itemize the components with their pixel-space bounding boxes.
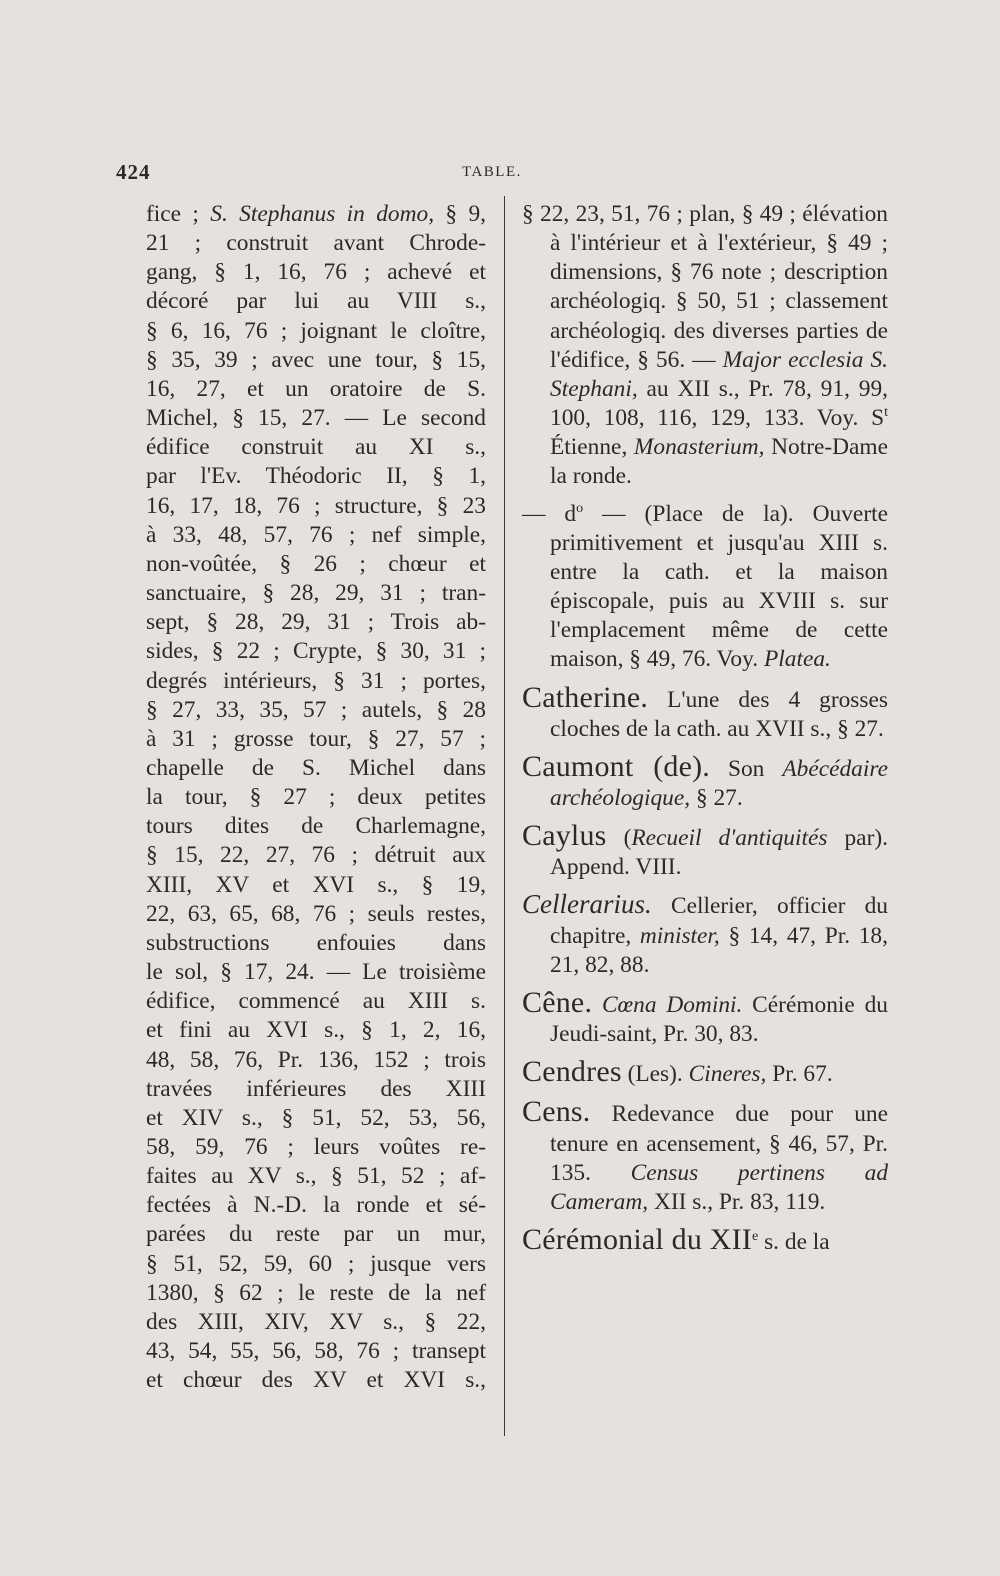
text-line: à 31 ; grosse tour, § 27, 57 ; — [146, 725, 486, 752]
entry-text: ( — [606, 825, 632, 852]
entry-text: Étienne, — [550, 434, 634, 461]
entry-latin-term: Cineres, — [688, 1061, 767, 1088]
text-line: XIII, XV et XVI s., § 19, — [146, 871, 486, 898]
text-line: sept, § 28, 29, 31 ; Trois ab- — [146, 609, 486, 636]
entry-text: au XII s., Pr. 78, 91, 99, 100, 108, 116, 129, 133. Voy. S — [550, 375, 888, 432]
text-line: édifice, commencé au XIII s. — [146, 988, 486, 1015]
index-entry-cens — [522, 1097, 888, 1217]
text-line: parées du reste par un mur, — [146, 1221, 486, 1248]
text-line: chapelle de S. Michel dans — [146, 754, 486, 781]
text-line: des XIII, XIV, XV s., § 22, — [146, 1308, 486, 1335]
index-entry-continuation — [522, 200, 888, 492]
text-line: 48, 58, 76, Pr. 136, 152 ; trois — [146, 1046, 486, 1073]
text-line: à 33, 48, 57, 76 ; nef simple, — [146, 521, 486, 548]
entry-text: L'une des 4 grosses cloches de la cath. au XVII s., § 27. — [550, 686, 888, 742]
entry-latin-term: Cœna Domini. — [592, 991, 743, 1018]
entry-title-italic: Recueil d'antiquités — [631, 825, 828, 852]
entry-text: — (Place de la). Ouverte primitivement et jusqu'au XIII s. entre la cath. et la maison épiscopale, puis au XVIII s. sur l'emplacement même de cette maison, § 49, 76. Voy. — [550, 500, 888, 673]
text-line: le sol, § 17, 24. — Le troisième — [146, 959, 486, 986]
entry-headword: Catherine. — [522, 680, 649, 714]
text-line: décoré par lui au VIII s., — [146, 288, 486, 315]
text-line: sanctuaire, § 28, 29, 31 ; tran- — [146, 580, 486, 607]
index-entry-cellerarius — [522, 890, 888, 979]
entry-text: Son — [710, 755, 783, 782]
text-line: 58, 59, 76 ; leurs voûtes re- — [146, 1134, 486, 1160]
index-entry-ceremonial — [522, 1225, 888, 1257]
entry-latin-term: minister, — [639, 922, 720, 949]
text-line: et fini au XVI s., § 1, 2, 16, — [146, 1017, 486, 1044]
entry-text: (Les). — [621, 1061, 689, 1088]
text-line: sides, § 22 ; Crypte, § 30, 31 ; — [146, 638, 486, 665]
superscript: e — [752, 1228, 759, 1245]
entry-headword: Cellerarius. — [522, 889, 652, 920]
text-line: § 27, 33, 35, 57 ; autels, § 28 — [146, 696, 486, 723]
entry-text: Redevance due pour une tenure en acensement, § 46, 57, Pr. 135. — [550, 1101, 888, 1186]
text-line: faites au XV s., § 51, 52 ; af- — [146, 1163, 486, 1190]
text-line: non-voûtée, § 26 ; chœur et — [146, 550, 486, 577]
page-number: 424 — [116, 160, 151, 184]
text-line: § 15, 22, 27, 76 ; détruit aux — [146, 842, 486, 869]
text-line: 1380, § 62 ; le reste de la nef — [146, 1279, 486, 1306]
entry-text: Pr. 67. — [766, 1061, 833, 1088]
text-line: par l'Ev. Théodoric II, § 1, — [146, 463, 486, 490]
entry-text: par). Append. VIII. — [550, 825, 888, 881]
index-entry-cene — [522, 985, 888, 1049]
entry-text: § 14, 47, Pr. 18, 21, 82, 88. — [550, 922, 888, 978]
entry-latin-term: S. Stephanus in domo, — [210, 201, 435, 227]
text-line: 16, 27, et un oratoire de S. — [146, 375, 486, 402]
entry-headword: Cens. — [522, 1095, 591, 1129]
left-column — [146, 200, 486, 1395]
entry-text: XII s., Pr. 83, 119. — [648, 1188, 826, 1215]
superscript: o — [576, 499, 584, 516]
superscript: t — [884, 404, 888, 421]
text-line: § 35, 39 ; avec une tour, § 15, — [146, 346, 486, 373]
entry-text: Notre-Dame la ronde. — [550, 434, 889, 490]
text-line: substructions enfouies dans — [146, 929, 486, 956]
entry-latin-term: Monasterium, — [633, 434, 765, 461]
text-line: 16, 17, 18, 76 ; structure, § 23 — [146, 492, 486, 519]
text-line: fectées à N.-D. la ronde et sé- — [146, 1192, 486, 1219]
entry-latin-term: Census pertinens ad Cameram, — [550, 1159, 889, 1215]
index-entry-catherine — [522, 680, 888, 744]
entry-headword: Cendres — [522, 1055, 622, 1089]
entry-headword: Cêne. — [522, 985, 593, 1019]
right-column — [522, 200, 888, 1257]
text-line: degrés intérieurs, § 31 ; portes, — [146, 667, 486, 694]
text-line: gang, § 1, 16, 76 ; achevé et — [146, 259, 486, 286]
entry-headword: Caylus — [522, 819, 607, 853]
text-line: et chœur des XV et XVI s., — [146, 1367, 486, 1394]
column-divider — [504, 196, 505, 1436]
text-line: fice ; S. Stephanus in domo, § 9, — [146, 201, 486, 227]
entry-text: § 27. — [690, 784, 743, 811]
entry-title-italic: Abécédaire archéologique, — [550, 755, 888, 811]
text-line: la tour, § 27 ; deux petites — [146, 784, 486, 811]
text-line: § 6, 16, 76 ; joignant le cloître, — [146, 317, 486, 344]
entry-text: Cérémonie du Jeudi-saint, Pr. 30, 83. — [550, 991, 888, 1048]
entry-text: Cellerier, officier du chapitre, — [550, 893, 888, 949]
text-line: et XIV s., § 51, 52, 53, 56, — [146, 1104, 486, 1131]
ditto-mark: — d — [522, 500, 577, 527]
text-line: 22, 63, 65, 68, 76 ; seuls restes, — [146, 900, 486, 927]
entry-text: s. de la — [758, 1229, 830, 1255]
entry-latin-term: Platea. — [764, 646, 831, 673]
entry-latin-term: Major ecclesia S. Stephani, — [550, 346, 888, 402]
text-line: travées inférieures des XIII — [146, 1075, 486, 1102]
index-entry-caylus — [522, 821, 888, 882]
running-title: TABLE. — [462, 164, 522, 180]
text-line: 43, 54, 55, 56, 58, 76 ; transept — [146, 1338, 486, 1365]
text-line: édifice construit au XI s., — [146, 434, 486, 461]
entry-headword: Cérémonial du XII — [522, 1223, 752, 1256]
index-entry-place — [522, 500, 888, 675]
index-entry-caumont — [522, 749, 888, 813]
index-entry-cendres — [522, 1057, 888, 1089]
text-line: Michel, § 15, 27. — Le second — [146, 405, 486, 432]
entry-text: § 22, 23, 51, 76 ; plan, § 49 ; élévation à l'intérieur et à l'extérieur, § 49 ; dimensions, § 76 note ; description archéologiq. § 50, 51 ; classement archéologiq. des diverses parties de l'édifice, § 56. — — [522, 201, 888, 373]
text-line: tours dites de Charlemagne, — [146, 813, 486, 840]
entry-headword: Caumont (de). — [522, 749, 711, 783]
text-line: 21 ; construit avant Chrode- — [146, 230, 486, 257]
text-line: § 51, 52, 59, 60 ; jusque vers — [146, 1250, 486, 1277]
